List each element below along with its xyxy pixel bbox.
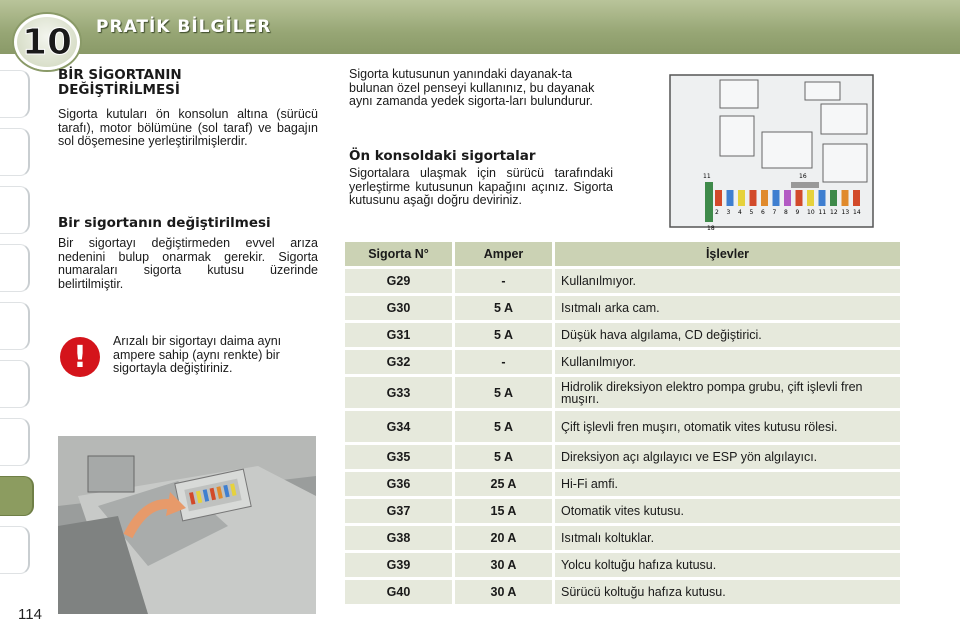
fuse-number: G39	[345, 553, 452, 577]
fuse-function: Isıtmalı arka cam.	[555, 296, 900, 320]
column-header: İşlevler	[555, 242, 900, 266]
warning-text: Arızalı bir sigortayı daima aynı ampere sahip (aynı renkte) bir sigortayla değiştiriniz.	[113, 334, 282, 375]
side-tab[interactable]	[0, 418, 30, 466]
fuse	[796, 190, 803, 206]
tool-paragraph: Sigorta kutusunun yanındaki dayanak-ta bulunan özel penseyi kullanınız, bu dayanak aynı zamanda yedek sigorta-ları bulundurur.	[349, 67, 595, 108]
fuse-function: Direksiyon açı algılayıcı ve ESP yön algılayıcı.	[555, 445, 900, 469]
table-row	[345, 499, 903, 523]
fuse-amperage: 5 A	[455, 377, 552, 408]
column-header: Sigorta N°	[345, 242, 452, 266]
fuse-amperage: 30 A	[455, 580, 552, 604]
fuse-label: 11	[818, 209, 827, 216]
header-title: PRATİK BİLGİLER	[96, 17, 272, 37]
fuse-table	[345, 242, 903, 607]
table-row	[345, 296, 903, 320]
fuse-function: Hi-Fi amfi.	[555, 472, 900, 496]
table-row	[345, 377, 903, 408]
fuse-box-svg	[665, 70, 878, 232]
fuse-function: Yolcu koltuğu hafıza kutusu.	[555, 553, 900, 577]
fuse-label: 6	[761, 209, 765, 216]
fuse	[830, 190, 837, 206]
fuse-amperage: 5 A	[455, 323, 552, 347]
side-tab[interactable]	[0, 70, 30, 118]
fuse-amperage: 25 A	[455, 472, 552, 496]
fuse-number: G30	[345, 296, 452, 320]
table-row	[345, 580, 903, 604]
column-header: Amper	[455, 242, 552, 266]
fuse-function: Kullanılmıyor.	[555, 350, 900, 374]
fuse-amperage: 5 A	[455, 445, 552, 469]
fuse-label: 12	[830, 209, 838, 216]
header-band	[0, 0, 960, 54]
table-row	[345, 445, 903, 469]
side-tabs	[0, 70, 34, 584]
fuse	[727, 190, 734, 206]
fuse-number: G35	[345, 445, 452, 469]
fuse	[784, 190, 791, 206]
section-title	[58, 68, 258, 98]
chapter-badge	[14, 14, 80, 70]
side-tab[interactable]	[0, 186, 30, 234]
dash-fuses-paragraph: Sigortalara ulaşmak için sürücü tarafındaki yerleştirme kutusunun kapağını açınız. Sigorta kutusunu aşağı doğru deviriniz.	[349, 166, 613, 207]
fuse-label: 2	[715, 209, 719, 216]
side-tab[interactable]	[0, 244, 30, 292]
fuse-number: G37	[345, 499, 452, 523]
fuse	[807, 190, 814, 206]
fuse-box-diagram	[665, 70, 878, 232]
fuse-number: G36	[345, 472, 452, 496]
side-tab-active[interactable]	[0, 476, 34, 516]
fuse-label: 10	[807, 209, 815, 216]
side-tab[interactable]	[0, 360, 30, 408]
fuse-amperage: -	[455, 269, 552, 293]
fuse-number: G29	[345, 269, 452, 293]
fuse	[819, 190, 826, 206]
fuse-function: Isıtmalı koltuklar.	[555, 526, 900, 550]
fuse-function: Hidrolik direksiyon elektro pompa grubu, çift işlevli fren muşırı.	[555, 377, 900, 408]
fuse-label: 13	[841, 209, 850, 216]
fuse-number: G31	[345, 323, 452, 347]
fuse-function: Kullanılmıyor.	[555, 269, 900, 293]
dash-fuses-heading: Ön konsoldaki sigortalar	[349, 148, 536, 164]
fuse-label: 9	[795, 209, 800, 216]
fuse	[761, 190, 768, 206]
fuse-amperage: 5 A	[455, 296, 552, 320]
fuse	[738, 190, 745, 206]
fuse	[750, 190, 757, 206]
fuse-label: 11	[703, 173, 711, 180]
section-title-line: DEĞİŞTİRİLMESİ	[58, 82, 180, 98]
fuse-amperage: 30 A	[455, 553, 552, 577]
fuse-label: 7	[772, 209, 777, 216]
table-row	[345, 472, 903, 496]
table-row	[345, 323, 903, 347]
side-tab[interactable]	[0, 128, 30, 176]
fuse-number: G32	[345, 350, 452, 374]
fuse-label: 18	[707, 225, 715, 232]
replace-heading: Bir sigortanın değiştirilmesi	[58, 215, 271, 231]
table-row	[345, 411, 903, 442]
fuse-label: 3	[726, 209, 731, 216]
fuse	[842, 190, 849, 206]
fuse-label: 16	[799, 173, 807, 180]
warning-icon: !	[60, 337, 100, 377]
fuse-label: 5	[749, 209, 754, 216]
fuse-label: 14	[853, 209, 861, 216]
intro-paragraph: Sigorta kutuları ön konsolun altına (sürücü tarafı), motor bölümüne (sol taraf) ve bagajın sol döşemesine yerleştirilmişlerdir.	[58, 107, 318, 148]
table-row	[345, 350, 903, 374]
table-header-row	[345, 242, 903, 266]
chapter-number: 10	[21, 21, 73, 63]
fuse	[715, 190, 722, 206]
fuse-amperage: -	[455, 350, 552, 374]
fuse	[773, 190, 780, 206]
fuse-number: G33	[345, 377, 452, 408]
fuse-function: Otomatik vites kutusu.	[555, 499, 900, 523]
fuse-amperage: 5 A	[455, 411, 552, 442]
fuse-function: Çift işlevli fren muşırı, otomatik vites kutusu rölesi.	[555, 411, 900, 442]
fuse-label: 8	[784, 209, 788, 216]
fuse-amperage: 15 A	[455, 499, 552, 523]
side-tab[interactable]	[0, 526, 30, 574]
dashboard-illustration	[58, 436, 316, 614]
fuse-function: Düşük hava algılama, CD değiştirici.	[555, 323, 900, 347]
table-row	[345, 553, 903, 577]
table-row	[345, 526, 903, 550]
section-title-line: BİR SİGORTANIN	[58, 67, 182, 83]
fuse-number: G40	[345, 580, 452, 604]
fuse-number: G38	[345, 526, 452, 550]
fuse-number: G34	[345, 411, 452, 442]
replace-paragraph: Bir sigortayı değiştirmeden evvel arıza nedenini bulup onarmak gerekir. Sigorta numaraları sigorta kutusu üzerinde belirtilmiştir.	[58, 236, 318, 291]
fuse-amperage: 20 A	[455, 526, 552, 550]
side-tab[interactable]	[0, 302, 30, 350]
table-row	[345, 269, 903, 293]
page-number: 114	[18, 606, 42, 623]
table-body	[345, 269, 903, 604]
fuse-label: 4	[738, 209, 742, 216]
dashboard-photo	[58, 436, 316, 614]
fuse	[853, 190, 860, 206]
fuse-function: Sürücü koltuğu hafıza kutusu.	[555, 580, 900, 604]
